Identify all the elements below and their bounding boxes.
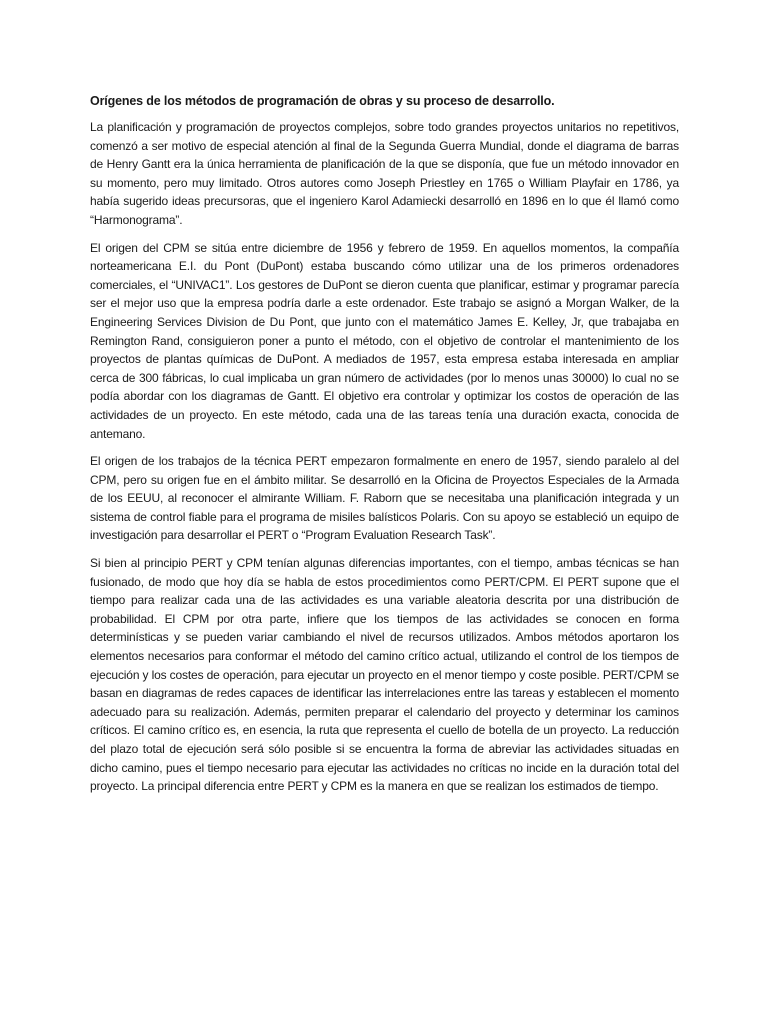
- paragraph-gantt-origins: La planificación y programación de proyectos complejos, sobre todo grandes proyectos unitarios no repetitivos, comenzó a ser motivo de especial atención al final de la Segunda Guerra Mundial, donde el diagrama de barras de Henry Gantt era la única herramienta de planificación de la que se disponía, que fue un método innovador en su momento, pero muy limitado. Otros autores como Joseph Priestley en 1765 o William Playfair en 1786, ya había sugerido ideas precursoras, que el ingeniero Karol Adamiecki desarrolló en 1896 en lo que él llamó como “Harmonograma”.: [90, 120, 679, 227]
- paragraph-pert-origin: El origen de los trabajos de la técnica PERT empezaron formalmente en enero de 1957, siendo paralelo al del CPM, pero su origen fue en el ámbito militar. Se desarrolló en la Oficina de Proyectos Especiales de la Armada de los EEUU, al reconocer el almirante William. F. Raborn que se necesitaba una planificación integrada y un sistema de control fiable para el programa de misiles balísticos Polaris. Con su apoyo se estableció un equipo de investigación para desarrollar el PERT o “Program Evaluation Research Task”.: [90, 454, 679, 543]
- paragraph-pert-cpm-comparison: Si bien al principio PERT y CPM tenían algunas diferencias importantes, con el tiempo, ambas técnicas se han fusionado, de modo que hoy día se habla de estos procedimientos como PERT/CPM. El PERT supone que el tiempo para realizar cada una de las actividades es una variable aleatoria descrita por una distribución de probabilidad. El CPM por otra parte, infiere que los tiempos de las actividades se conocen en forma determinísticas y se pueden variar cambiando el nivel de recursos utilizados. Ambos métodos aportaron los elementos necesarios para conformar el método del camino crítico actual, utilizando el control de los tiempos de ejecución y los costes de operación, para ejecutar un proyecto en el menor tiempo y coste posible. PERT/CPM se basan en diagramas de redes capaces de identificar las interrelaciones entre las tareas y establecen el momento adecuado para su realización. Además, permiten preparar el calendario del proyecto y determinar los caminos críticos. El camino crítico es, en esencia, la ruta que representa el cuello de botella de un proyecto. La reducción del plazo total de ejecución será sólo posible si se encuentra la forma de abreviar las actividades situadas en dicho camino, pues el tiempo necesario para ejecutar las actividades no críticas no incide en la duración total del proyecto. La principal diferencia entre PERT y CPM es la manera en que se realizan los estimados de tiempo.: [90, 556, 679, 794]
- document-page: [90, 92, 679, 805]
- paragraph-cpm-origin: El origen del CPM se sitúa entre diciembre de 1956 y febrero de 1959. En aquellos momentos, la compañía norteamericana E.I. du Pont (DuPont) estaba buscando cómo utilizar una de los primeros ordenadores comerciales, el “UNIVAC1”. Los gestores de DuPont se dieron cuenta que planificar, estimar y programar parecía ser el mejor uso que la empresa podría darle a este ordenador. Este trabajo se asignó a Morgan Walker, de la Engineering Services Division de Du Pont, que junto con el matemático James E. Kelley, Jr, que trabajaba en Remington Rand, consiguieron poner a punto el método, con el objetivo de controlar el mantenimiento de los proyectos de plantas químicas de DuPont. A mediados de 1957, esta empresa estaba interesada en ampliar cerca de 300 fábricas, lo cual implicaba un gran número de actividades (por lo menos unas 30000) lo cual no se podía abordar con los diagramas de Gantt. El objetivo era controlar y optimizar los costos de operación de las actividades de un proyecto. En este método, cada una de las tareas tenía una duración exacta, conocida de antemano.: [90, 240, 679, 441]
- document-title: Orígenes de los métodos de programación de obras y su proceso de desarrollo.: [90, 94, 555, 108]
